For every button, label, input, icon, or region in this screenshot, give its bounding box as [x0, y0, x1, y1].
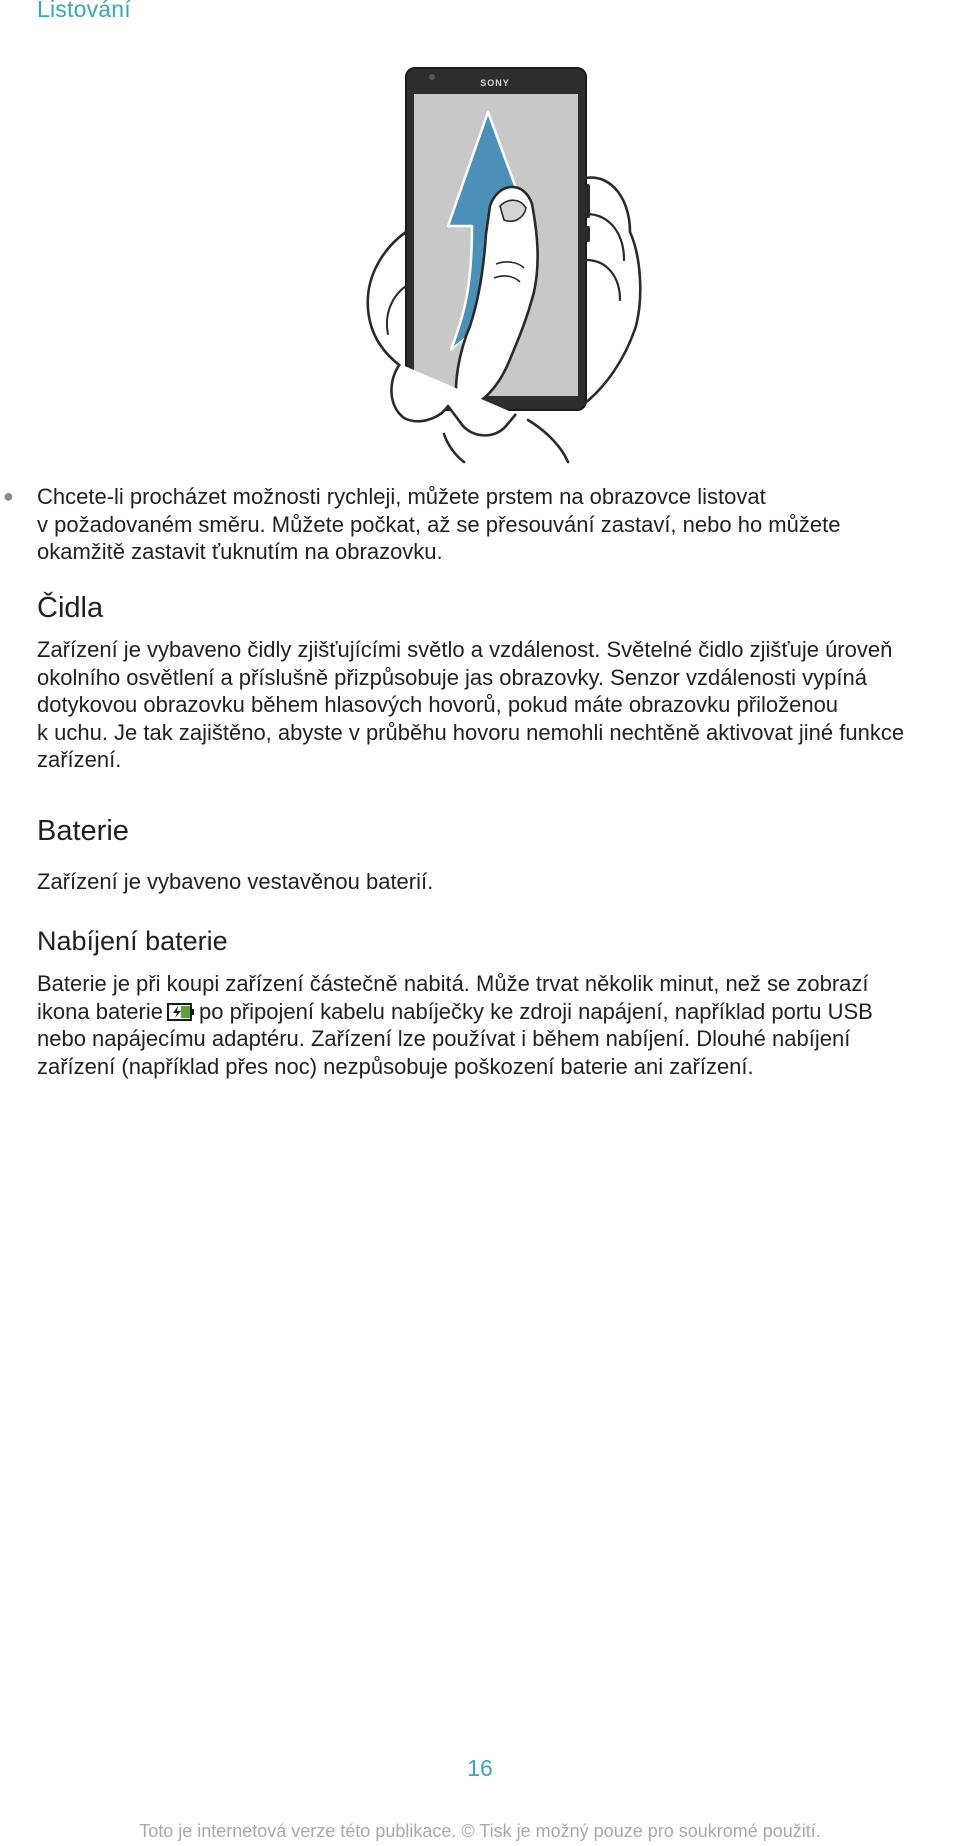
charging-paragraph: [37, 970, 927, 1080]
page-header-title: Listování: [37, 0, 131, 22]
palm-left: [368, 232, 406, 364]
battery-paragraph: Zařízení je vybaveno vestavěnou baterií.: [37, 869, 434, 894]
paragraph-line-part: ikona baterie: [37, 998, 163, 1024]
battery-charging-icon: [167, 1002, 195, 1022]
bullet-dot: ●: [3, 486, 14, 506]
page-number: 16: [467, 1755, 493, 1781]
battery-heading: Baterie: [37, 815, 129, 847]
paragraph-line: zařízení (například přes noc) nezpůsobuje poškození baterie ani zařízení.: [37, 1053, 754, 1079]
sensors-paragraph: [37, 636, 927, 774]
paragraph-line: [37, 998, 927, 1026]
paragraph-line: k uchu. Je tak zajištěno, abyste v průběhu hovoru nemohli nechtěně aktivovat jiné funkce: [37, 719, 905, 745]
paragraph-line: Zařízení je vybaveno čidly zjišťujícími světlo a vzdálenost. Světelné čidlo zjišťuje úroveň: [37, 637, 893, 662]
paragraph-line: Baterie je při koupi zařízení částečně nabitá. Může trvat několik minut, než se zobrazí: [37, 971, 869, 996]
sensors-heading: Čidla: [37, 592, 104, 624]
paragraph-line: zařízení.: [37, 747, 122, 772]
bullet-line: okamžitě zastavit ťuknutím na obrazovku.: [37, 539, 443, 564]
phone-brand: SONY: [480, 78, 510, 88]
paragraph-line: okolního osvětlení a příslušně přizpůsobuje jas obrazovky. Senzor vzdálenosti vypíná: [37, 664, 867, 690]
bullet-line: v požadovaném směru. Můžete počkat, až se přesouvání zastaví, nebo ho můžete: [37, 511, 841, 537]
paragraph-line: nebo napájecímu adaptéru. Zařízení lze používat i během nabíjení. Dlouhé nabíjení: [37, 1026, 851, 1051]
paragraph-line: dotykovou obrazovku během hlasových hovorů, pokud máte obrazovku přiloženou: [37, 692, 839, 717]
phone-swipe-up-icon: [348, 64, 658, 464]
page-footer: Toto je internetová verze této publikace. © Tisk je možný pouze pro soukromé použití.: [139, 1821, 821, 1841]
scroll-bullet-item: [3, 483, 927, 566]
charging-heading: Nabíjení baterie: [37, 926, 228, 956]
fingers-right: [584, 178, 640, 404]
bullet-line: Chcete-li procházet možnosti rychleji, můžete prstem na obrazovce listovat: [37, 484, 766, 509]
paragraph-line-part: po připojení kabelu nabíječky ke zdroji napájení, například portu USB: [198, 998, 873, 1024]
